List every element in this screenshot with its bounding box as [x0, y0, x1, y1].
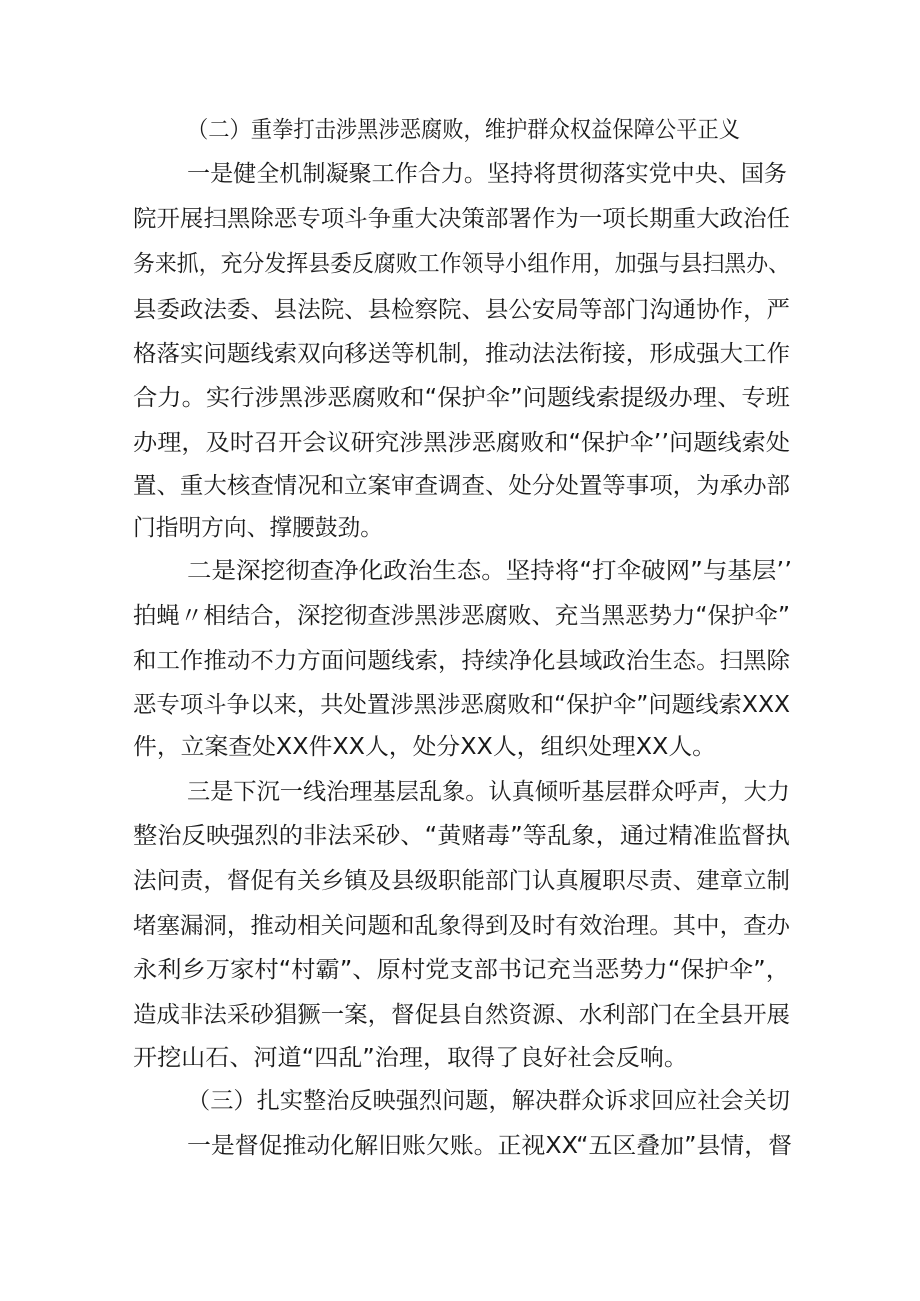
- text-line: [0, 772, 920, 812]
- line-text: 二是深挖彻查净化政治生态。坚持将“打伞破网”与基层’’: [187, 558, 792, 584]
- line-text: 县委政法委、县法院、县检察院、县公安局等部门沟通协作，严: [133, 297, 790, 323]
- line-text: 格落实问题线索双向移送等机制，推动法法衔接，形成强大工作: [133, 341, 790, 367]
- line-text: 拍蝇〃相结合，深挖彻查涉黑涉恶腐败、充当黑恶势力“保护伞”: [133, 603, 791, 629]
- line-text: （二）重拳打击涉黑涉恶腐败，维护群众权益保障公平正义: [187, 117, 740, 143]
- text-line: [0, 423, 920, 463]
- line-text: 办理，及时召开会议研究涉黑涉恶腐败和“保护伞’’问题线索处: [133, 430, 790, 456]
- line-text: 永利乡万家村“村霸”、原村党支部书记充当恶势力“保护伞”，: [133, 957, 790, 983]
- line-text: 件，立案查处XX件XX人，处分XX人，组织处理XX人。: [133, 734, 717, 760]
- line-text: 一是健全机制凝聚工作合力。坚持将贯彻落实党中央、国务: [187, 161, 788, 187]
- text-line: [0, 290, 920, 330]
- line-text: （三）扎实整治反映强烈问题，解决群众诉求回应社会关切: [187, 1088, 790, 1114]
- text-line: [0, 466, 920, 506]
- text-line: [0, 378, 920, 418]
- line-text: 堵塞漏洞，推动相关问题和乱象得到及时有效治理。其中，查办: [133, 913, 790, 939]
- line-text: 整治反映强烈的非法采砂、“黄赌毒”等乱象，通过精准监督执: [133, 823, 790, 849]
- text-line: [0, 596, 920, 636]
- line-text: 和工作推动不力方面问题线索，持续净化县域政治生态。扫黑除: [133, 648, 790, 674]
- line-text: 门指明方向、撑腰鼓劲。: [133, 515, 383, 541]
- text-line: [0, 199, 920, 239]
- text-line: [0, 816, 920, 856]
- line-text: 院开展扫黑除恶专项斗争重大决策部署作为一项长期重大政治任: [133, 206, 790, 232]
- text-line: [0, 950, 920, 990]
- line-text: 开挖山石、河道“四乱”治理，取得了良好社会反响。: [133, 1045, 688, 1071]
- text-line: [0, 1126, 920, 1166]
- line-text: 恶专项斗争以来，共处置涉黑涉恶腐败和“保护伞”问题线索XXX: [133, 692, 790, 718]
- text-line: [0, 1038, 920, 1078]
- line-text: 造成非法采砂猖獗一案，督促县自然资源、水利部门在全县开展: [133, 1002, 790, 1028]
- line-text: 置、重大核查情况和立案审查调查、处分处置等事项，为承办部: [133, 473, 790, 499]
- text-line: [0, 334, 920, 374]
- text-line: [0, 641, 920, 681]
- heading-section-3: [0, 1081, 920, 1121]
- text-line: [0, 508, 920, 548]
- text-line: [0, 727, 920, 767]
- heading-section-2: [0, 110, 920, 150]
- line-text: 三是下沉一线治理基层乱象。认真倾听基层群众呼声，大力: [187, 779, 790, 805]
- line-text: 一是督促推动化解旧账欠账。正视XX“五区叠加”县情，督: [187, 1133, 792, 1159]
- line-text: 合力。实行涉黑涉恶腐败和“保护伞”问题线索提级办理、专班: [133, 385, 790, 411]
- text-line: [0, 995, 920, 1035]
- line-text: 法问责，督促有关乡镇及县级职能部门认真履职尽责、建章立制: [133, 868, 790, 894]
- line-text: 务来抓，充分发挥县委反腐败工作领导小组作用，加强与县扫黑办、: [133, 251, 790, 277]
- text-line: [0, 685, 920, 725]
- text-line: [0, 551, 920, 591]
- text-line: [0, 906, 920, 946]
- text-line: [0, 861, 920, 901]
- text-line: [0, 244, 920, 284]
- text-line: [0, 154, 920, 194]
